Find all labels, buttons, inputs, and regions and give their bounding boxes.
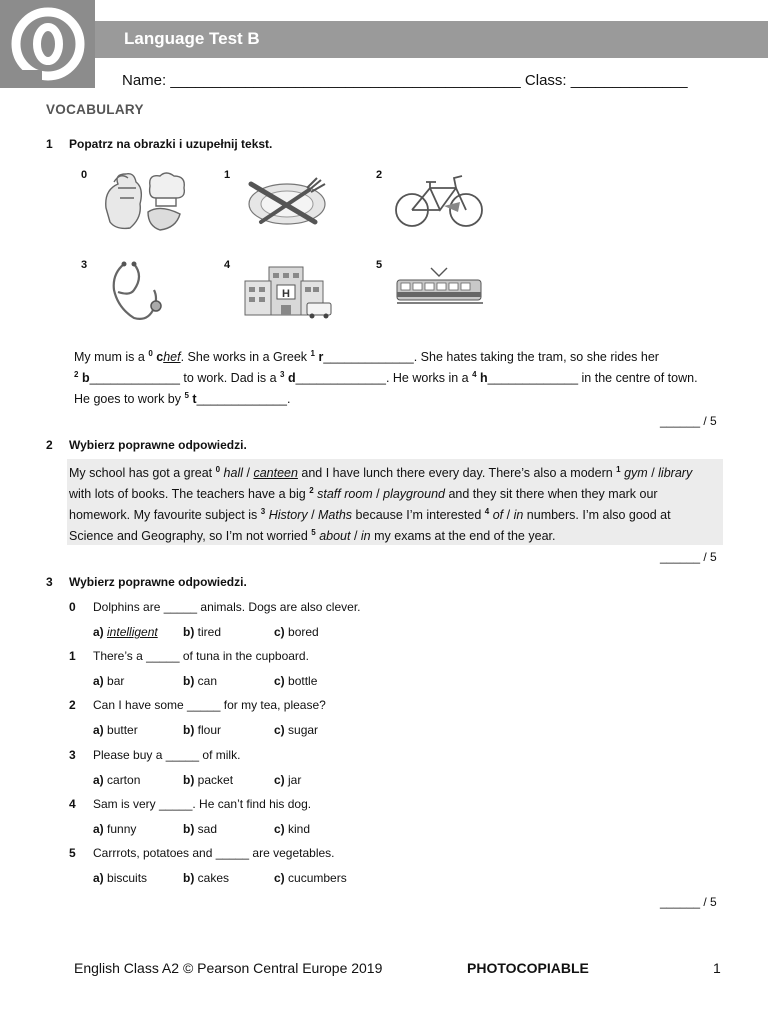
page-number: 1 <box>713 960 721 976</box>
option-word-selected[interactable]: canteen <box>253 466 298 481</box>
option-text: sad <box>197 821 218 836</box>
answer-option-c[interactable] <box>274 723 318 737</box>
option-letter: b) <box>183 772 195 787</box>
question-number: 2 <box>69 698 76 713</box>
answer-option-b[interactable] <box>183 773 233 787</box>
answer-option-b[interactable] <box>183 723 221 737</box>
option-text: can <box>197 674 218 689</box>
option-text: cucumbers <box>288 871 347 885</box>
exercise-3-title: Wybierz poprawne odpowiedzi. <box>69 575 247 589</box>
answer-option-b[interactable] <box>183 871 229 885</box>
exercise-2-number: 2 <box>46 438 53 452</box>
answer-option-a[interactable] <box>93 674 124 688</box>
option-word[interactable]: staff room <box>317 487 373 502</box>
option-word[interactable]: playground <box>383 487 445 502</box>
option-letter: a) <box>93 625 104 639</box>
option-letter: c) <box>274 772 285 787</box>
question-item <box>69 846 335 860</box>
svg-text:H: H <box>282 288 290 300</box>
exercise-1-text-line: $^2$ b_____________ to work. Dad is a $^3$ d_____________. He works in a $^4$ h_____________ in the centre of town. <box>74 370 698 386</box>
answer-option-c[interactable] <box>274 871 347 885</box>
option-word[interactable]: library <box>658 466 693 481</box>
exercise-3-number: 3 <box>46 575 53 589</box>
name-label: Name: <box>122 72 167 89</box>
question-text: Can I have some _____ for my tea, please? <box>93 698 326 713</box>
option-letter: a) <box>93 723 104 738</box>
question-number: 1 <box>69 649 76 664</box>
unit-zero-logo-icon <box>0 0 95 88</box>
exercise-2-title: Wybierz poprawne odpowiedzi. <box>69 438 247 452</box>
picture-number: 0 <box>81 169 88 181</box>
option-word[interactable]: of <box>492 508 504 523</box>
answer-option-a[interactable] <box>93 625 158 639</box>
answer-option-a[interactable] <box>93 773 140 787</box>
option-text: kind <box>288 821 311 836</box>
option-text: funny <box>107 821 137 836</box>
answer-option-b[interactable] <box>183 822 217 836</box>
answer-option-c[interactable] <box>274 625 319 639</box>
option-letter: c) <box>274 871 285 885</box>
question-number: 3 <box>69 747 76 762</box>
class-field[interactable]: ______________ <box>570 72 688 89</box>
option-letter: c) <box>274 723 285 738</box>
option-letter: a) <box>93 821 104 836</box>
option-text: sugar <box>288 723 319 738</box>
exercise-2-text-line: with lots of books. The teachers have a big $^2$ staff room / playground and they sit there when they mark our <box>69 486 658 502</box>
option-word[interactable]: hall <box>223 466 244 481</box>
question-text: Sam is very _____. He can’t find his dog. <box>93 796 312 811</box>
class-label: Class: <box>524 72 567 89</box>
answer-blank[interactable]: _____________ <box>323 350 414 365</box>
option-letter: a) <box>93 772 104 787</box>
answer-option-b[interactable] <box>183 625 221 639</box>
answer-option-a[interactable] <box>93 871 147 885</box>
score-field[interactable]: ______ / 5 <box>660 550 717 564</box>
option-letter: a) <box>93 674 104 689</box>
option-text: biscuits <box>107 871 148 885</box>
option-letter: b) <box>183 871 195 885</box>
logo-box <box>0 0 95 88</box>
answer-option-b[interactable] <box>183 674 217 688</box>
question-text: Please buy a _____ of milk. <box>93 747 241 762</box>
picture-number: 5 <box>376 259 383 271</box>
option-word[interactable]: in <box>360 529 371 544</box>
option-letter: b) <box>183 674 195 689</box>
picture-number: 2 <box>376 169 383 181</box>
answer-option-c[interactable] <box>274 773 301 787</box>
question-number: 4 <box>69 796 76 811</box>
answer-option-a[interactable] <box>93 723 138 737</box>
picture-number: 3 <box>81 259 88 271</box>
exercise-1-text-line: He goes to work by $^5$ t_____________. <box>74 391 291 407</box>
option-text: packet <box>197 772 234 787</box>
exercise-2-text-line: My school has got a great $^0$ hall / canteen and I have lunch there every day. There’s also a modern $^1$ gym / library <box>69 465 693 481</box>
option-text: flour <box>197 723 222 738</box>
option-text: carton <box>107 772 141 787</box>
name-field[interactable]: __________________________________________ <box>170 72 521 89</box>
option-word[interactable]: gym <box>624 466 648 481</box>
option-letter: b) <box>183 821 195 836</box>
option-text: bottle <box>288 674 318 689</box>
question-text: There’s a _____ of tuna in the cupboard. <box>93 649 309 664</box>
option-letter: c) <box>274 821 285 836</box>
option-word[interactable]: History <box>268 508 308 523</box>
hospital-icon <box>241 263 335 319</box>
question-item <box>69 649 309 664</box>
exercise-2-text-line: Science and Geography, so I’m not worried $^5$ about / in my exams at the end of the year. <box>69 528 556 544</box>
answer-blank[interactable]: _____________ <box>295 371 386 386</box>
chef-hat-apron-icon <box>100 168 190 234</box>
option-letter: b) <box>183 625 195 639</box>
option-letter: b) <box>183 723 195 738</box>
option-letter: a) <box>93 871 104 885</box>
exercise-2-text-line: homework. My favourite subject is $^3$ History / Maths because I’m interested $^4$ of / in numbers. I’m also good at <box>69 507 671 523</box>
picture-number: 4 <box>224 259 231 271</box>
score-field[interactable]: ______ / 5 <box>660 895 717 909</box>
option-text: butter <box>107 723 138 738</box>
option-text: cakes <box>197 871 230 885</box>
option-text: bar <box>107 674 125 689</box>
question-item <box>69 600 361 614</box>
stethoscope-icon <box>104 260 170 326</box>
option-letter: c) <box>274 674 285 689</box>
answer-blank[interactable]: _____________ <box>196 392 287 407</box>
picture-number: 1 <box>224 169 231 181</box>
footer-photocopiable: PHOTOCOPIABLE <box>467 960 589 976</box>
tram-icon <box>395 266 485 306</box>
option-text: bored <box>288 625 319 639</box>
question-item <box>69 698 326 713</box>
answer-blank[interactable]: _____________ <box>487 371 579 386</box>
answer-option-c[interactable] <box>274 674 317 688</box>
question-number: 0 <box>69 600 76 614</box>
bicycle-icon <box>394 172 486 230</box>
answer-option-a[interactable] <box>93 822 136 836</box>
plate-fork-knife-icon <box>245 176 331 228</box>
option-letter: c) <box>274 625 285 639</box>
section-heading: VOCABULARY <box>46 102 144 117</box>
option-text: tired <box>197 625 222 639</box>
question-item <box>69 796 312 811</box>
question-item <box>69 747 241 762</box>
question-number: 5 <box>69 846 76 860</box>
option-word[interactable]: Maths <box>318 508 353 523</box>
question-text: Dolphins are _____ animals. Dogs are also clever. <box>93 600 361 614</box>
option-text: jar <box>288 772 302 787</box>
footer-copyright: English Class A2 © Pearson Central Europe 2019 <box>74 960 383 976</box>
answer-option-c[interactable] <box>274 822 310 836</box>
score-field[interactable]: ______ / 5 <box>660 414 717 428</box>
answer-blank[interactable]: _____________ <box>89 371 180 386</box>
option-word[interactable]: about <box>319 529 351 544</box>
exercise-1-text-line: My mum is a $^0$ chef. She works in a Greek $^1$ r_____________. She hates taking the tram, so she rides her <box>74 349 659 365</box>
name-class-line <box>122 72 688 89</box>
exercise-1-number: 1 <box>46 137 53 151</box>
example-answer: hef <box>163 350 181 365</box>
exercise-1-title: Popatrz na obrazki i uzupełnij tekst. <box>69 137 273 151</box>
option-text: intelligent <box>107 625 158 639</box>
question-text: Carrrots, potatoes and _____ are vegetables. <box>93 846 335 860</box>
page-title: Language Test B <box>124 29 260 48</box>
option-word[interactable]: in <box>513 508 524 523</box>
